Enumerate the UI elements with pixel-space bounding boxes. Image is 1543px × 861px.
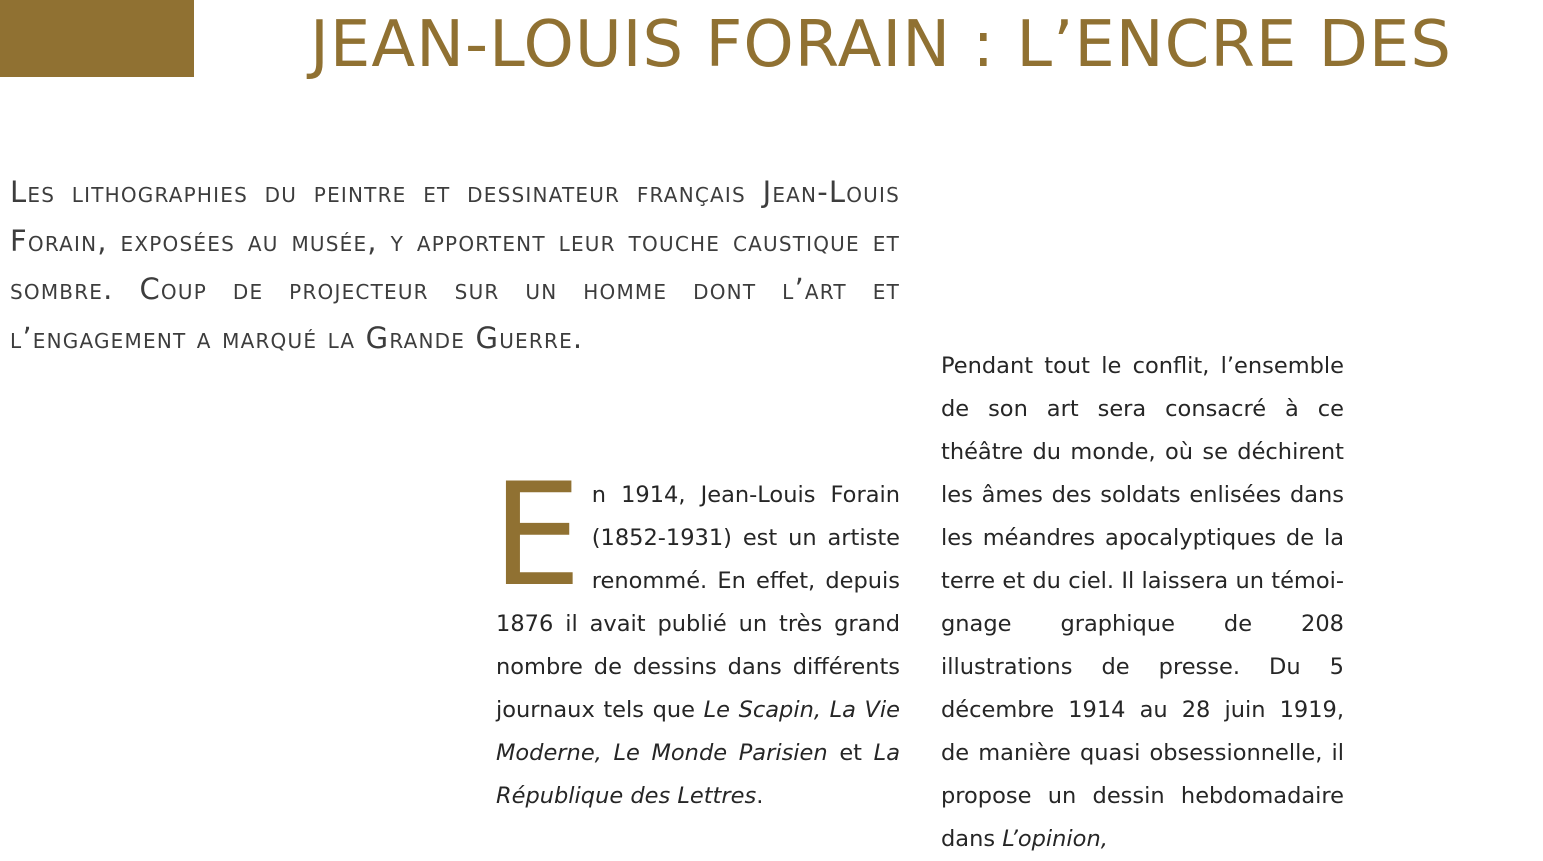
col1-period: . [756, 783, 764, 809]
article-column-2 [941, 345, 1344, 861]
article-lead: Les lithographies du peintre et dessinateur français Jean-Louis Forain, exposées au musée, y apportent leur touche caustique et sombre. Coup de projecteur sur un homme dont l’art et l’engagement a marqué la Grande Guerre. [10, 175, 900, 355]
col2-text: Pendant tout le conflit, l’ensemble de son art sera consacré à ce théâtre du monde, où se déchirent les âmes des soldats enlisées dans les méandres apocalyptiques de la terre et du ciel. Il laissera un témoignage graphique de 208 illustrations de presse. Du 5 décembre 1914 au 28 juin 1919, de manière quasi obsessionnelle, il propose un dessin hebdomadaire dans [941, 353, 1344, 852]
article-column-1 [492, 453, 900, 818]
drop-cap: E [492, 453, 582, 618]
article-title: JEAN-LOUIS FORAIN : L’ENCRE DES [310, 8, 1452, 82]
col1-conjunction: et [827, 740, 874, 766]
col1-publication-republique: La République des Lettres [496, 740, 900, 809]
header-accent-bar [0, 0, 194, 77]
col1-text: n 1914, Jean-Louis Forain (1852-1931) est un artiste renommé. En effet, depuis 1876 il avait publié un très grand nombre de dessins dans différents journaux tels que [496, 482, 900, 723]
col1-publications: Le Scapin, La Vie Moderne, Le Monde Parisien [496, 697, 900, 766]
col2-publication-opinion: L’opinion, [1002, 826, 1108, 852]
